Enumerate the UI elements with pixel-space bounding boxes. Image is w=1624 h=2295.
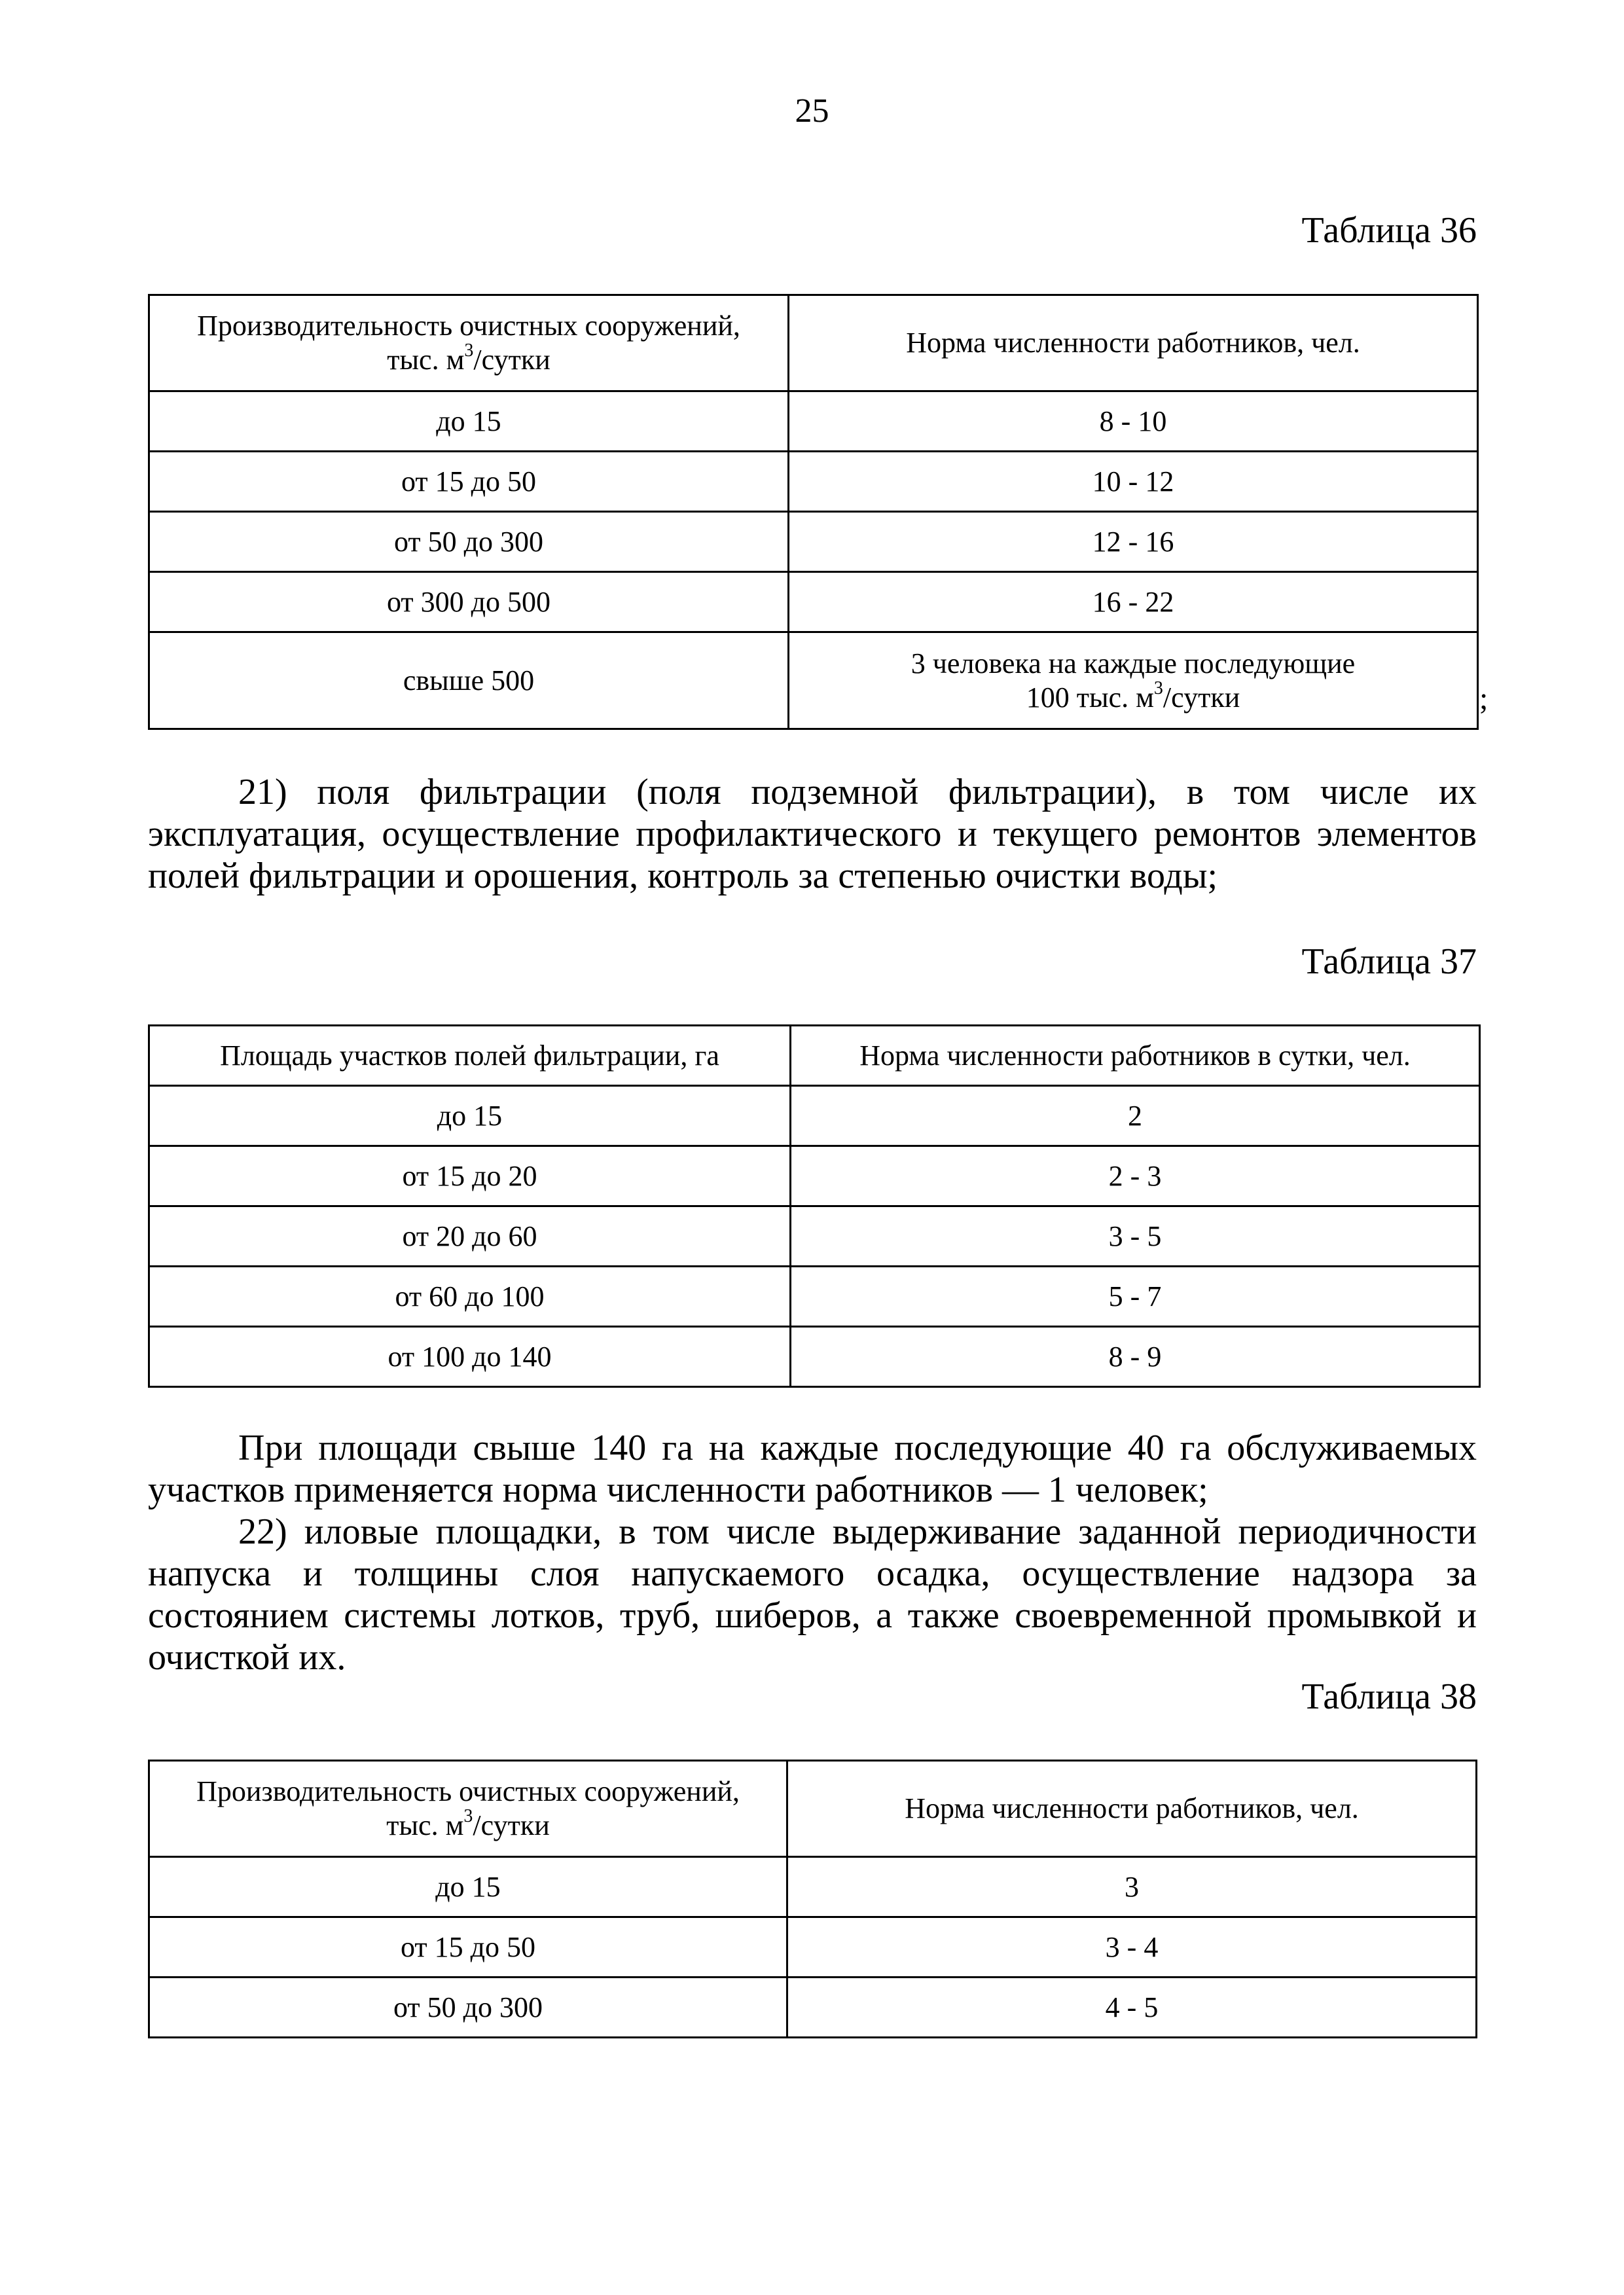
header-area: Площадь участков полей фильтрации, га bbox=[149, 1026, 791, 1086]
table-row: от 60 до 100 5 - 7 bbox=[149, 1267, 1480, 1327]
header-norm: Норма численности работников, чел. bbox=[789, 295, 1478, 391]
table-36-caption: Таблица 36 bbox=[1301, 210, 1477, 251]
table-38 bbox=[148, 1760, 1477, 2038]
table-36 bbox=[148, 294, 1479, 730]
header-capacity: Производительность очистных сооружений, тыс. $м^3$/сутки bbox=[149, 295, 789, 391]
paragraph-21: 21) поля фильтрации (поля подземной фильтрации), в том числе их эксплуатация, осуществление профилактического и текущего ремонтов элементов полей фильтрации и орошения, контроль за степенью очистки воды; bbox=[148, 772, 1477, 896]
table-row: от 15 до 50 10 - 12 bbox=[149, 452, 1478, 512]
table-row: до 15 2 bbox=[149, 1086, 1480, 1146]
table-header-row bbox=[149, 295, 1478, 391]
table-row: от 50 до 300 12 - 16 bbox=[149, 512, 1478, 572]
table-row: от 15 до 20 2 - 3 bbox=[149, 1146, 1480, 1206]
table-header-row bbox=[149, 1026, 1480, 1086]
header-norm: Норма численности работников в сутки, чел. bbox=[791, 1026, 1480, 1086]
paragraph-area-norm: При площади свыше 140 га на каждые последующие 40 га обслуживаемых участков применяется норма численности работников — 1 человек; bbox=[148, 1428, 1477, 1510]
table-row: от 20 до 60 3 - 5 bbox=[149, 1206, 1480, 1267]
table-row: от 100 до 140 8 - 9 bbox=[149, 1327, 1480, 1387]
table-row: свыше 500 3 человека на каждые последующие 100 тыс. $м^3$/сутки bbox=[149, 632, 1478, 729]
table-row: до 15 3 bbox=[149, 1857, 1477, 1917]
table-37 bbox=[148, 1024, 1481, 1388]
page-number: 25 bbox=[795, 92, 829, 130]
table-row: до 15 8 - 10 bbox=[149, 391, 1478, 452]
header-norm: Норма численности работников, чел. bbox=[787, 1761, 1477, 1857]
header-capacity: Производительность очистных сооружений, тыс. $м^3$/сутки bbox=[149, 1761, 787, 1857]
table-row: от 15 до 50 3 - 4 bbox=[149, 1917, 1477, 1978]
table-37-caption: Таблица 37 bbox=[1301, 941, 1477, 982]
table-row: от 50 до 300 4 - 5 bbox=[149, 1978, 1477, 2038]
table-header-row bbox=[149, 1761, 1477, 1857]
table-row: от 300 до 500 16 - 22 bbox=[149, 572, 1478, 632]
paragraph-22: 22) иловые площадки, в том числе выдерживание заданной периодичности напуска и толщины слоя напускаемого осадка, осуществление надзора за состоянием системы лотков, труб, шиберов, а также своевременной промывкой и очисткой их. bbox=[148, 1511, 1477, 1678]
table-38-caption: Таблица 38 bbox=[1301, 1676, 1477, 1717]
trailing-semicolon: ; bbox=[1479, 681, 1489, 716]
